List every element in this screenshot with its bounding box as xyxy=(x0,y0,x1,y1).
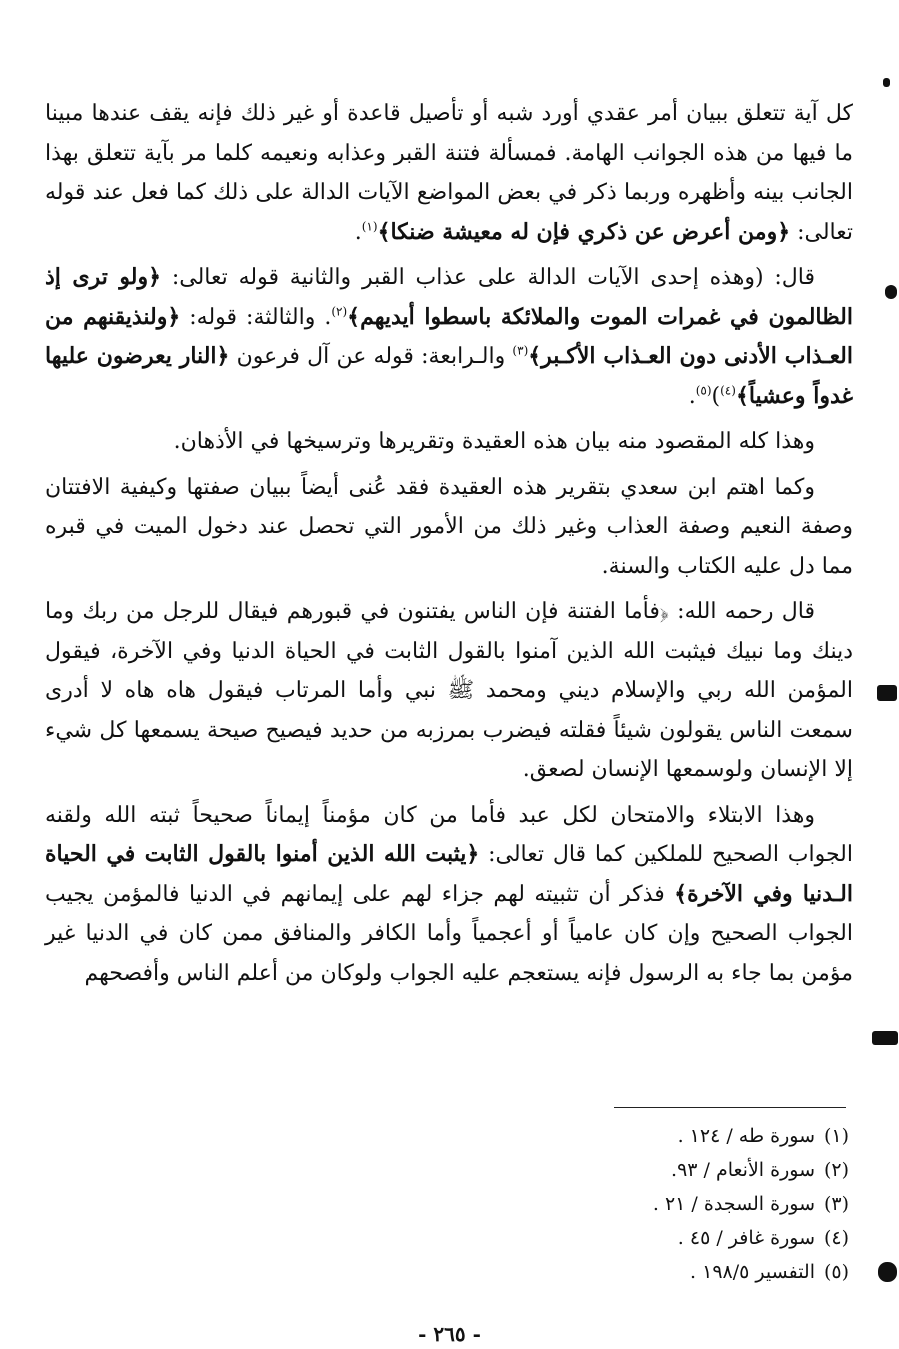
text-run: . xyxy=(688,383,696,409)
quran-verse: ﴿يثبت الله الذين أمنوا بالقول الثابت في الحياة الـدنيا وفي الآخرة﴾ xyxy=(45,841,853,907)
footnote-text: سورة غافر / ٤٥ . xyxy=(677,1227,815,1249)
quran-verse: ﴿النار يعرضون عليها غدواً وعشياً﴾ xyxy=(45,343,853,409)
page-number: - ٢٦٥ - xyxy=(418,1322,481,1346)
footnote-number: (١) xyxy=(823,1125,849,1147)
footnote-number: (٤) xyxy=(823,1227,849,1249)
text-run: قال: (وهذه إحدى الآيات الدالة على عذاب القبر والثانية قوله تعالى: xyxy=(161,265,815,290)
footnote xyxy=(529,1255,849,1289)
quran-verse: ﴿ومن أعرض عن ذكري فإن له معيشة ضنكا﴾ xyxy=(377,218,791,245)
footnote xyxy=(529,1119,849,1153)
footnote-number: (٣) xyxy=(823,1193,849,1215)
text-run: . xyxy=(354,219,362,245)
scan-mark xyxy=(878,1262,897,1282)
scan-mark xyxy=(877,685,897,701)
paragraph xyxy=(45,94,853,252)
footnote-text: سورة السجدة / ٢١ . xyxy=(652,1193,815,1215)
footnote-text: التفسير ١٩٨/٥ . xyxy=(690,1261,815,1283)
text-run: والـرابعة: قوله عن آل فرعون xyxy=(229,344,513,369)
footnote xyxy=(529,1187,849,1221)
paragraph xyxy=(45,796,853,994)
footnote-text: سورة الأنعام / ٩٣. xyxy=(671,1159,815,1181)
body-text xyxy=(45,94,853,999)
footnote-number: (٢) xyxy=(823,1159,849,1181)
footnote-text: سورة طه / ١٢٤ . xyxy=(677,1125,815,1147)
footnote-reference: (٤) xyxy=(720,383,736,398)
footnote xyxy=(529,1153,849,1187)
text-run: وهذا كله المقصود منه بيان هذه العقيدة وتقريرها وترسيخها في الأذهان. xyxy=(173,429,815,454)
footnote-reference: (١) xyxy=(361,219,378,234)
scan-mark xyxy=(883,78,890,87)
scan-mark xyxy=(872,1031,898,1045)
paragraph xyxy=(45,468,853,587)
footnotes xyxy=(529,1119,849,1289)
paragraph xyxy=(45,258,853,416)
text-run: . والثالثة: قوله: xyxy=(180,304,332,330)
text-run: فذكر أن تثبيته لهم جزاء لهم على إيمانهم في الدنيا فالمؤمن يجيب الجواب الصحيح وإن كان عامياً أو أعجمياً وأما الكافر والمنافق ممن كان في الدنيا غير مؤمن بما جاء به الرسول فإنه يستعجم عليه الجواب ولوكان من أعلم الناس وأفصحهم xyxy=(45,881,853,986)
footnote-number: (٥) xyxy=(823,1261,849,1283)
text-run: قال رحمه الله: ﴿فأما الفتنة فإن الناس يفتنون في قبورهم فيقال للرجل من ربك وما دينك وما نبيك فيثبت الله الذين آمنوا بالقول الثابت في الحياة الدنيا وفي الآخرة، فيقول المؤمن الله ربي والإسلام ديني ومحمد ﷺ نبي وأما المرتاب فيقول هاه هاه لا أدرى سمعت الناس يقولون شيئاً فقلته فيضرب بمرزبه من حديد فيصيح صيحة يسمعها كل شيء إلا الإنسان ولوسمعها الإنسان لصعق. xyxy=(45,599,853,782)
footnote-reference: (٥) xyxy=(695,383,712,398)
quran-verse: ﴿ولنذيقنهم من العـذاب الأدنى دون العـذاب الأكـبر﴾ xyxy=(45,303,853,369)
scan-mark xyxy=(885,285,897,299)
footnote xyxy=(529,1221,849,1255)
text-run: ) xyxy=(711,383,721,409)
footnote-reference: (٢) xyxy=(331,304,348,319)
text-run: كل آية تتعلق ببيان أمر عقدي أورد شبه أو تأصيل قاعدة أو غير ذلك فإنه يقف عندها مبينا ما فيها من هذه الجوانب الهامة. فمسألة فتنة القبر وعذابه ونعيمه كلما مر بآية تتعلق بهذا الجانب بينه وأظهره وربما ذكر في بعض المواضع الآيات الدالة على ذلك كما فعل عند قوله تعالى: xyxy=(45,101,853,245)
paragraph xyxy=(45,422,853,462)
paragraph xyxy=(45,592,853,790)
footnote-reference: (٣) xyxy=(512,343,529,358)
text-run: وكما اهتم ابن سعدي بتقرير هذه العقيدة فقد عُنى أيضاً ببيان صفتها وكيفية الافتتان وصفة النعيم وصفة العذاب وغير ذلك من الأمور التي تحصل عند دخول الميت في قبره مما دل عليه الكتاب والسنة. xyxy=(45,474,853,579)
quran-verse: ﴿ولو ترى إذ الظالمون في غمرات الموت والملائكة باسطوا أيديهم﴾ xyxy=(45,264,853,330)
text-run: وهذا الابتلاء والامتحان لكل عبد فأما من كان مؤمناً إيماناً صحيحاً ثبته الله ولقنه الجواب الصحيح للملكين كما قال تعالى: xyxy=(45,802,853,867)
footnote-separator xyxy=(614,1107,846,1108)
